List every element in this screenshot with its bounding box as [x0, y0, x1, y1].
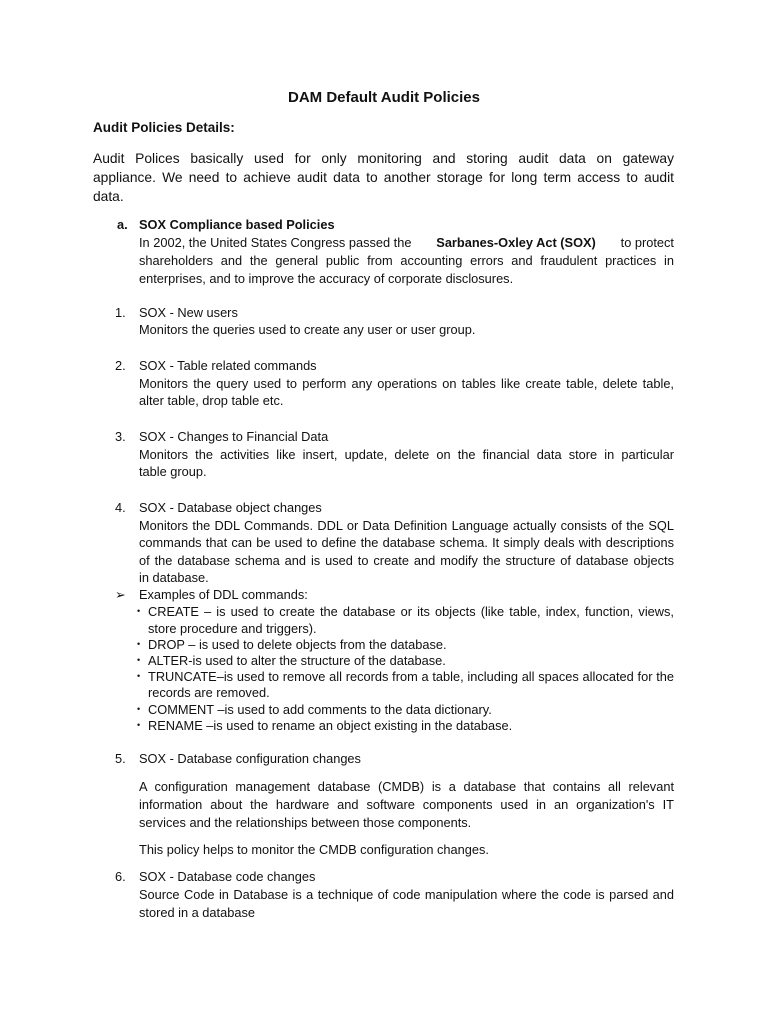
policy-number: 2.: [115, 358, 126, 373]
sarbanes-oxley-act: Sarbanes-Oxley Act (SOX): [436, 235, 596, 250]
intro-line-2: appliance. We need to achieve audit data to another storage for long term access to audit: [93, 170, 674, 185]
sox-intro-text: In 2002, the United States Congress passed the: [139, 235, 412, 250]
policy-description: of the database schema and is used to create and modify the structure of database objects: [139, 553, 674, 568]
bullet-icon: •: [137, 606, 141, 616]
section-heading: Audit Policies Details:: [93, 120, 235, 135]
sox-block-line-2: shareholders and the general public from accounting errors and fraudulent practices in: [139, 253, 674, 268]
bullet-icon: •: [137, 704, 141, 714]
policy-title: SOX - Database configuration changes: [139, 751, 361, 766]
policy-number: 3.: [115, 429, 126, 444]
policy-description: Source Code in Database is a technique of code manipulation where the code is parsed and: [139, 887, 674, 902]
policy-note: This policy helps to monitor the CMDB configuration changes.: [139, 842, 489, 857]
bullet-icon: •: [137, 671, 141, 681]
policy-number: 1.: [115, 305, 126, 320]
ddl-item-drop: DROP – is used to delete objects from the database.: [148, 637, 447, 652]
ddl-examples-heading: Examples of DDL commands:: [139, 587, 308, 602]
intro-line-1: Audit Polices basically used for only monitoring and storing audit data on gateway: [93, 151, 674, 166]
policy-description: table group.: [139, 464, 207, 479]
policy-number: 6.: [115, 869, 126, 884]
ddl-item-comment: COMMENT –is used to add comments to the data dictionary.: [148, 702, 492, 717]
policy-title: SOX - Database code changes: [139, 869, 316, 884]
sox-block-line-1: [139, 234, 674, 251]
policy-description: commands that can be used to define the database schema. It simply deals with descriptions: [139, 535, 674, 550]
policy-description: alter table, drop table etc.: [139, 393, 284, 408]
policy-description: stored in a database: [139, 905, 255, 920]
policy-description: in database.: [139, 570, 209, 585]
arrow-bullet-icon: ➢: [115, 587, 126, 602]
sox-intro-text-end: to protect: [620, 235, 674, 250]
intro-line-3: data.: [93, 189, 124, 204]
sox-block-marker: a.: [117, 217, 128, 232]
ddl-item-alter: ALTER-is used to alter the structure of the database.: [148, 653, 446, 668]
policy-description: Monitors the queries used to create any user or user group.: [139, 322, 476, 337]
policy-title: SOX - New users: [139, 305, 238, 320]
policy-description: services and the relationships between those components.: [139, 815, 472, 830]
policy-number: 5.: [115, 751, 126, 766]
bullet-icon: •: [137, 720, 141, 730]
ddl-item-truncate-cont: records are removed.: [148, 685, 270, 700]
policy-description: Monitors the query used to perform any operations on tables like create table, delete table,: [139, 376, 674, 391]
policy-title: SOX - Database object changes: [139, 500, 322, 515]
policy-description: Monitors the activities like insert, update, delete on the financial data store in particular: [139, 447, 674, 462]
policy-title: SOX - Changes to Financial Data: [139, 429, 329, 444]
ddl-item-rename: RENAME –is used to rename an object existing in the database.: [148, 718, 513, 733]
ddl-item-create: CREATE – is used to create the database or its objects (like table, index, function, views,: [148, 604, 674, 619]
policy-number: 4.: [115, 500, 126, 515]
policy-description: information about the hardware and software components used in an organization's IT: [139, 797, 674, 812]
bullet-icon: •: [137, 639, 141, 649]
policy-description: A configuration management database (CMDB) is a database that contains all relevant: [139, 779, 674, 794]
sox-block-heading: SOX Compliance based Policies: [139, 217, 335, 232]
sox-block-line-3: enterprises, and to improve the accuracy of corporate disclosures.: [139, 271, 514, 286]
ddl-item-truncate: TRUNCATE–is used to remove all records from a table, including all spaces allocated for the: [148, 669, 674, 684]
document-title: DAM Default Audit Policies: [288, 89, 480, 106]
policy-title: SOX - Table related commands: [139, 358, 317, 373]
ddl-item-create-cont: store procedure and triggers).: [148, 621, 317, 636]
policy-description: Monitors the DDL Commands. DDL or Data Definition Language actually consists of the SQL: [139, 518, 674, 533]
bullet-icon: •: [137, 655, 141, 665]
